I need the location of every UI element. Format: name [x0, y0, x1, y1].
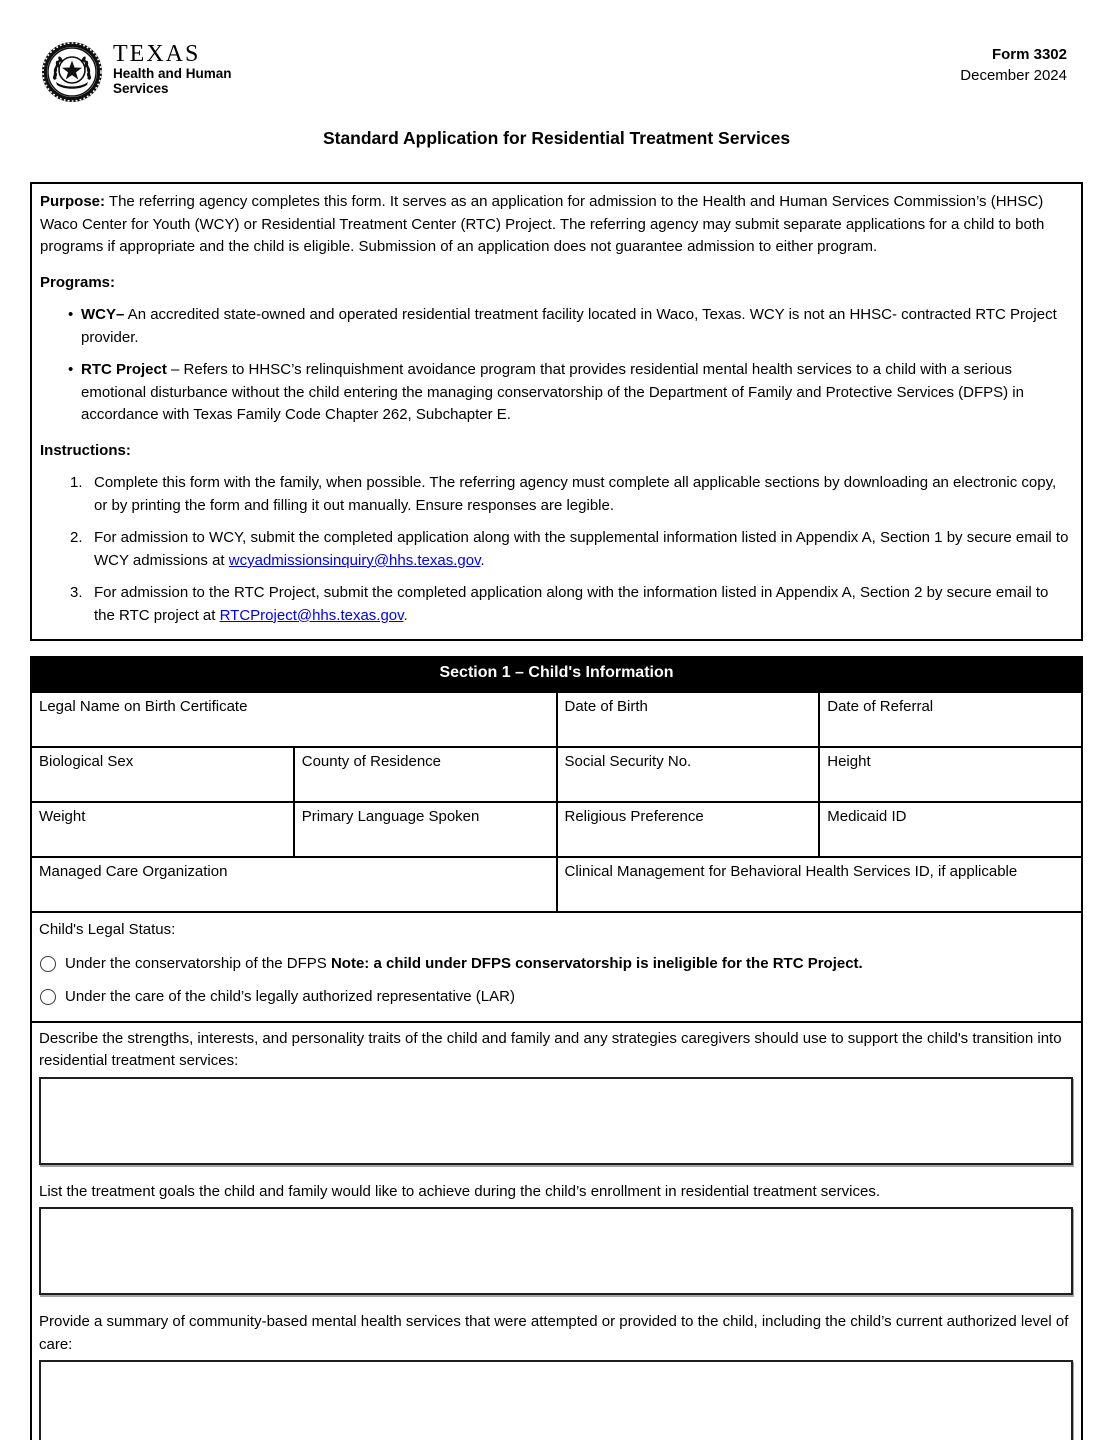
child-information-table [30, 691, 1083, 913]
program-rtc-label: RTC Project [81, 361, 167, 379]
program-rtc-desc: – Refers to HHSC’s relinquishment avoidance program that provides residential mental health services to a child with a serious emotional disturbance without the child entering the managing conservatorship of the Department of Family and Protective Services (DFPS) in accordance with Texas Family Code Chapter 262, Subchapter E. [81, 361, 1024, 424]
purpose-text: The referring agency completes this form. It serves as an application for admission to the Health and Human Services Commission’s (HHSC) Waco Center for Youth (WCY) or Residential Treatment Center (RTC) Project. The referring agency may submit separate applications for a child to both programs if appropriate and the child is eligible. Submission of an application does not guarantee admission to either program. [40, 193, 1045, 256]
instruction-number: 2. [70, 529, 83, 547]
table-row [31, 857, 1082, 912]
dfps-ineligible-note: Note: a child under DFPS conservatorship is ineligible for the RTC Project. [330, 954, 863, 972]
program-item-wcy [68, 304, 1071, 349]
legal-status-label: Child's Legal Status: [39, 921, 176, 939]
form-date: December 2024 [960, 67, 1067, 84]
question-label: List the treatment goals the child and family would like to achieve during the child’s enrollment in residential treatment services. [39, 1182, 880, 1200]
instructions-heading: Instructions: [40, 441, 131, 459]
radio-button-icon[interactable] [40, 989, 56, 1005]
instruction-item-2 [70, 527, 1071, 572]
instruction-number: 1. [70, 474, 83, 492]
program-item-rtc [68, 359, 1071, 427]
texas-state-seal-icon [40, 40, 104, 104]
strengths-text-area[interactable] [39, 1077, 1073, 1165]
logo-hhs-text-line2: Services [113, 81, 169, 96]
field-weight[interactable]: Weight [31, 802, 294, 857]
section-1 [30, 656, 1083, 1440]
question-community-services [32, 1306, 1081, 1440]
instruction-text: For admission to WCY, submit the completed application along with the supplemental information listed in Appendix A, Section 1 by secure email to WCY admissions at wcyadmissionsinquiry@hhs.texas.gov. [94, 529, 1069, 569]
field-social-security-no[interactable]: Social Security No. [557, 747, 820, 802]
table-row [31, 802, 1082, 857]
radio-button-icon[interactable] [40, 956, 56, 972]
field-date-of-referral[interactable]: Date of Referral [819, 692, 1082, 747]
field-county-of-residence[interactable]: County of Residence [294, 747, 557, 802]
programs-heading: Programs: [40, 273, 116, 291]
community-services-text-area[interactable] [39, 1360, 1073, 1440]
page-title: Standard Application for Residential Treatment Services [322, 128, 791, 148]
page-header [40, 0, 1073, 104]
question-treatment-goals [32, 1176, 1081, 1307]
instruction-text: Complete this form with the family, when possible. The referring agency must complete all applicable sections by downloading an electronic copy, or by printing the form and filling it out manually. Ensure responses are legible. [94, 474, 1057, 514]
program-item-text [81, 304, 1071, 349]
program-wcy-label: WCY– [81, 306, 125, 324]
program-item-text [81, 359, 1071, 427]
treatment-goals-text-area[interactable] [39, 1207, 1073, 1295]
instruction-text: For admission to the RTC Project, submit the completed application along with the information listed in Appendix A, Section 2 by secure email to the RTC project at RTCProject@hhs.texas.gov. [94, 584, 1049, 624]
field-primary-language[interactable]: Primary Language Spoken [294, 802, 557, 857]
field-religious-preference[interactable]: Religious Preference [557, 802, 820, 857]
legal-status-option-dfps[interactable] [39, 953, 1073, 976]
question-strengths [32, 1023, 1081, 1176]
field-height[interactable]: Height [819, 747, 1082, 802]
field-biological-sex[interactable]: Biological Sex [31, 747, 294, 802]
field-managed-care-organization[interactable]: Managed Care Organization [31, 857, 557, 912]
program-wcy-desc: An accredited state-owned and operated residential treatment facility located in Waco, Texas. WCY is not an HHSC- contracted RTC Project provider. [81, 306, 1057, 346]
section-1-lower [30, 913, 1083, 1440]
wcy-admissions-email-link[interactable]: wcyadmissionsinquiry@hhs.texas.gov [228, 551, 481, 569]
question-label: Describe the strengths, interests, and personality traits of the child and family and any strategies caregivers should use to support the child's transition into residential treatment services: [39, 1029, 1062, 1070]
option-text: Under the care of the child’s legally authorized representative (LAR) [65, 988, 515, 1006]
logo-texas-text: TEXAS [113, 41, 201, 67]
field-medicaid-id[interactable]: Medicaid ID [819, 802, 1082, 857]
instruction-number: 3. [70, 584, 83, 602]
bullet-icon: • [68, 361, 74, 379]
form-number: Form 3302 [991, 46, 1067, 63]
bullet-icon: • [68, 306, 74, 324]
question-label: Provide a summary of community-based mental health services that were attempted or provided to the child, including the child’s current authorized level of care: [39, 1313, 1069, 1353]
purpose-paragraph [40, 191, 1071, 259]
field-date-of-birth[interactable]: Date of Birth [557, 692, 820, 747]
form-meta [960, 40, 1067, 86]
logo-hhs-text-line1: Health and Human [113, 66, 232, 81]
table-row [31, 747, 1082, 802]
field-clinical-management-id[interactable]: Clinical Management for Behavioral Health Services ID, if applicable [557, 857, 1083, 912]
legal-status-option-lar[interactable] [39, 986, 1073, 1009]
child-legal-status-block [32, 913, 1081, 1023]
logo-wordmark [113, 40, 232, 96]
section-1-header: Section 1 – Child's Information [30, 656, 1083, 691]
table-row [31, 692, 1082, 747]
instruction-item-3 [70, 582, 1071, 627]
purpose-label: Purpose: [40, 193, 106, 211]
instruction-item-1 [70, 472, 1071, 517]
field-legal-name[interactable]: Legal Name on Birth Certificate [31, 692, 557, 747]
intro-box [30, 182, 1083, 641]
texas-hhs-logo [40, 40, 232, 104]
rtc-project-email-link[interactable]: RTCProject@hhs.texas.gov [219, 606, 404, 624]
option-text: Under the conservatorship of the DFPS Note: a child under DFPS conservatorship is ineligible for the RTC Project. [65, 954, 863, 972]
